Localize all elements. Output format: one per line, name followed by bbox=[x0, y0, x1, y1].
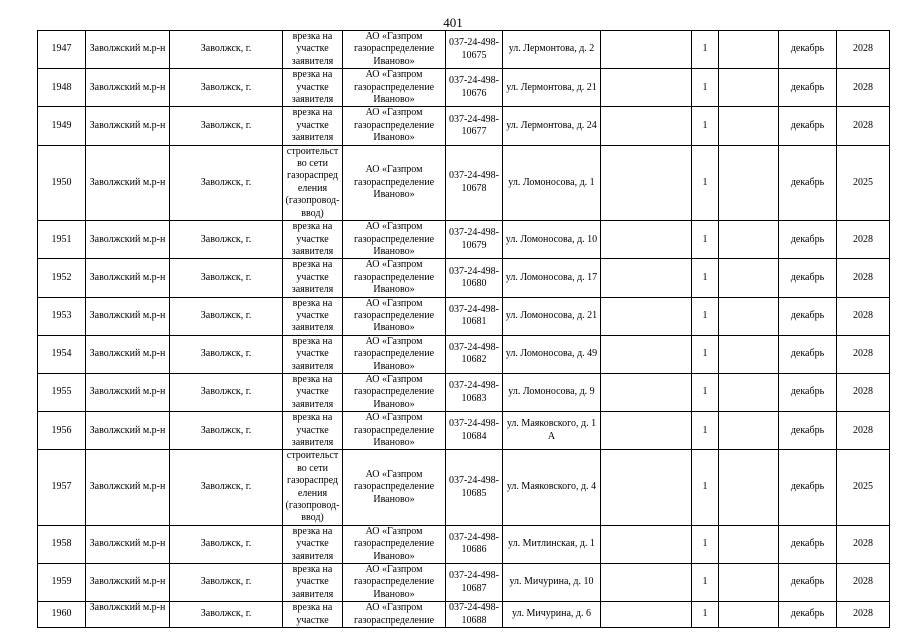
empty-cell bbox=[719, 525, 779, 563]
district-cell: Заволжский м.р-н bbox=[86, 259, 170, 297]
table-row bbox=[38, 564, 890, 602]
table-row bbox=[38, 373, 890, 411]
page-number: 401 bbox=[443, 15, 463, 30]
request-code-cell: 037-24-498-10682 bbox=[446, 335, 503, 373]
company-cell: АО «Газпром газораспределение Иваново» bbox=[343, 107, 446, 145]
connections-table bbox=[37, 30, 890, 628]
empty-cell bbox=[719, 564, 779, 602]
table-row bbox=[38, 525, 890, 563]
month-cell: декабрь bbox=[779, 221, 837, 259]
quantity-cell: 1 bbox=[692, 145, 719, 220]
empty-cell bbox=[601, 525, 692, 563]
year-cell: 2025 bbox=[837, 450, 890, 525]
quantity-cell: 1 bbox=[692, 602, 719, 628]
month-cell: декабрь bbox=[779, 69, 837, 107]
empty-cell bbox=[719, 259, 779, 297]
company-cell: АО «Газпром газораспределение Иваново» bbox=[343, 297, 446, 335]
row-number-cell: 1959 bbox=[38, 564, 86, 602]
empty-cell bbox=[719, 373, 779, 411]
request-code-cell: 037-24-498-10676 bbox=[446, 69, 503, 107]
year-cell: 2028 bbox=[837, 373, 890, 411]
table-row bbox=[38, 145, 890, 220]
quantity-cell: 1 bbox=[692, 221, 719, 259]
row-number-cell: 1960 bbox=[38, 602, 86, 628]
address-cell: ул. Ломоносова, д. 1 bbox=[503, 145, 601, 220]
district-cell: Заволжский м.р-н bbox=[86, 450, 170, 525]
company-cell: АО «Газпром газораспределение Иваново» bbox=[343, 373, 446, 411]
year-cell: 2028 bbox=[837, 31, 890, 69]
month-cell: декабрь bbox=[779, 412, 837, 450]
city-cell: Заволжск, г. bbox=[170, 373, 283, 411]
district-cell: Заволжский м.р-н bbox=[86, 373, 170, 411]
request-code-cell: 037-24-498-10688 bbox=[446, 602, 503, 628]
address-cell: ул. Ломоносова, д. 49 bbox=[503, 335, 601, 373]
year-cell: 2028 bbox=[837, 564, 890, 602]
company-cell: АО «Газпром газораспределение Иваново» bbox=[343, 335, 446, 373]
address-cell: ул. Ломоносова, д. 21 bbox=[503, 297, 601, 335]
empty-cell bbox=[601, 412, 692, 450]
month-cell: декабрь bbox=[779, 450, 837, 525]
table-row bbox=[38, 69, 890, 107]
request-code-cell: 037-24-498-10681 bbox=[446, 297, 503, 335]
quantity-cell: 1 bbox=[692, 335, 719, 373]
empty-cell bbox=[601, 564, 692, 602]
table-row bbox=[38, 107, 890, 145]
company-cell: АО «Газпром газораспределение Иваново» bbox=[343, 221, 446, 259]
work-type-cell: врезка на участке заявителя bbox=[283, 69, 343, 107]
city-cell: Заволжск, г. bbox=[170, 297, 283, 335]
empty-cell bbox=[601, 145, 692, 220]
company-cell: АО «Газпром газораспределение Иваново» bbox=[343, 412, 446, 450]
company-cell: АО «Газпром газораспределение Иваново» bbox=[343, 145, 446, 220]
district-cell: Заволжский м.р-н bbox=[86, 145, 170, 220]
year-cell: 2028 bbox=[837, 259, 890, 297]
work-type-cell: врезка на участке заявителя bbox=[283, 335, 343, 373]
company-cell: АО «Газпром газораспределение Иваново» bbox=[343, 564, 446, 602]
year-cell: 2028 bbox=[837, 602, 890, 628]
district-cell: Заволжский м.р-н bbox=[86, 31, 170, 69]
row-number-cell: 1957 bbox=[38, 450, 86, 525]
quantity-cell: 1 bbox=[692, 450, 719, 525]
address-cell: ул. Маяковского, д. 1 А bbox=[503, 412, 601, 450]
work-type-cell: врезка на участке заявителя bbox=[283, 373, 343, 411]
empty-cell bbox=[601, 69, 692, 107]
year-cell: 2028 bbox=[837, 221, 890, 259]
month-cell: декабрь bbox=[779, 564, 837, 602]
work-type-cell: строительство сети газораспределения (газопровод-ввод) bbox=[283, 450, 343, 525]
empty-cell bbox=[719, 297, 779, 335]
request-code-cell: 037-24-498-10685 bbox=[446, 450, 503, 525]
work-type-cell: врезка на участке заявителя bbox=[283, 107, 343, 145]
request-code-cell: 037-24-498-10683 bbox=[446, 373, 503, 411]
empty-cell bbox=[719, 145, 779, 220]
work-type-cell: врезка на участке заявителя bbox=[283, 564, 343, 602]
quantity-cell: 1 bbox=[692, 564, 719, 602]
quantity-cell: 1 bbox=[692, 412, 719, 450]
empty-cell bbox=[719, 69, 779, 107]
request-code-cell: 037-24-498-10677 bbox=[446, 107, 503, 145]
work-type-cell: врезка на участке заявителя bbox=[283, 31, 343, 69]
empty-cell bbox=[719, 412, 779, 450]
request-code-cell: 037-24-498-10678 bbox=[446, 145, 503, 220]
month-cell: декабрь bbox=[779, 259, 837, 297]
work-type-cell: врезка на участке заявителя bbox=[283, 221, 343, 259]
row-number-cell: 1954 bbox=[38, 335, 86, 373]
year-cell: 2028 bbox=[837, 297, 890, 335]
year-cell: 2025 bbox=[837, 145, 890, 220]
district-cell: Заволжский м.р-н bbox=[86, 335, 170, 373]
district-cell: Заволжский м.р-н bbox=[86, 107, 170, 145]
district-cell: Заволжский м.р-н bbox=[86, 297, 170, 335]
city-cell: Заволжск, г. bbox=[170, 564, 283, 602]
address-cell: ул. Митлинская, д. 1 bbox=[503, 525, 601, 563]
city-cell: Заволжск, г. bbox=[170, 412, 283, 450]
empty-cell bbox=[601, 259, 692, 297]
month-cell: декабрь bbox=[779, 602, 837, 628]
address-cell: ул. Мичурина, д. 6 bbox=[503, 602, 601, 628]
request-code-cell: 037-24-498-10675 bbox=[446, 31, 503, 69]
table-body bbox=[38, 31, 890, 628]
quantity-cell: 1 bbox=[692, 69, 719, 107]
quantity-cell: 1 bbox=[692, 525, 719, 563]
row-number-cell: 1949 bbox=[38, 107, 86, 145]
address-cell: ул. Ломоносова, д. 10 bbox=[503, 221, 601, 259]
row-number-cell: 1955 bbox=[38, 373, 86, 411]
company-cell: АО «Газпром газораспределение Иваново» bbox=[343, 525, 446, 563]
address-cell: ул. Лермонтова, д. 2 bbox=[503, 31, 601, 69]
row-number-cell: 1951 bbox=[38, 221, 86, 259]
empty-cell bbox=[601, 602, 692, 628]
empty-cell bbox=[719, 221, 779, 259]
row-number-cell: 1958 bbox=[38, 525, 86, 563]
quantity-cell: 1 bbox=[692, 373, 719, 411]
year-cell: 2028 bbox=[837, 69, 890, 107]
request-code-cell: 037-24-498-10686 bbox=[446, 525, 503, 563]
work-type-cell: врезка на участке заявителя bbox=[283, 297, 343, 335]
address-cell: ул. Мичурина, д. 10 bbox=[503, 564, 601, 602]
request-code-cell: 037-24-498-10687 bbox=[446, 564, 503, 602]
district-cell: Заволжский м.р-н bbox=[86, 69, 170, 107]
month-cell: декабрь bbox=[779, 145, 837, 220]
empty-cell bbox=[601, 335, 692, 373]
month-cell: декабрь bbox=[779, 31, 837, 69]
district-cell: Заволжский м.р-н bbox=[86, 525, 170, 563]
work-type-cell: врезка на участке bbox=[283, 602, 343, 628]
address-cell: ул. Ломоносова, д. 9 bbox=[503, 373, 601, 411]
quantity-cell: 1 bbox=[692, 259, 719, 297]
address-cell: ул. Маяковского, д. 4 bbox=[503, 450, 601, 525]
table-row bbox=[38, 450, 890, 525]
year-cell: 2028 bbox=[837, 525, 890, 563]
year-cell: 2028 bbox=[837, 412, 890, 450]
request-code-cell: 037-24-498-10679 bbox=[446, 221, 503, 259]
table-row bbox=[38, 412, 890, 450]
empty-cell bbox=[719, 31, 779, 69]
empty-cell bbox=[601, 31, 692, 69]
year-cell: 2028 bbox=[837, 107, 890, 145]
work-type-cell: врезка на участке заявителя bbox=[283, 259, 343, 297]
row-number-cell: 1956 bbox=[38, 412, 86, 450]
row-number-cell: 1947 bbox=[38, 31, 86, 69]
city-cell: Заволжск, г. bbox=[170, 69, 283, 107]
work-type-cell: врезка на участке заявителя bbox=[283, 525, 343, 563]
row-number-cell: 1948 bbox=[38, 69, 86, 107]
district-cell: Заволжский м.р-н bbox=[86, 564, 170, 602]
work-type-cell: врезка на участке заявителя bbox=[283, 412, 343, 450]
row-number-cell: 1953 bbox=[38, 297, 86, 335]
month-cell: декабрь bbox=[779, 107, 837, 145]
city-cell: Заволжск, г. bbox=[170, 602, 283, 628]
table-row bbox=[38, 221, 890, 259]
city-cell: Заволжск, г. bbox=[170, 525, 283, 563]
table-row bbox=[38, 259, 890, 297]
quantity-cell: 1 bbox=[692, 31, 719, 69]
empty-cell bbox=[601, 107, 692, 145]
city-cell: Заволжск, г. bbox=[170, 31, 283, 69]
address-cell: ул. Ломоносова, д. 17 bbox=[503, 259, 601, 297]
empty-cell bbox=[719, 450, 779, 525]
empty-cell bbox=[601, 373, 692, 411]
company-cell: АО «Газпром газораспределение Иваново» bbox=[343, 259, 446, 297]
district-cell: Заволжский м.р-н bbox=[86, 221, 170, 259]
company-cell: АО «Газпром газораспределение Иваново» bbox=[343, 31, 446, 69]
row-number-cell: 1952 bbox=[38, 259, 86, 297]
quantity-cell: 1 bbox=[692, 297, 719, 335]
company-cell: АО «Газпром газораспределение Иваново» bbox=[343, 69, 446, 107]
company-cell: АО «Газпром газораспределение bbox=[343, 602, 446, 628]
request-code-cell: 037-24-498-10680 bbox=[446, 259, 503, 297]
empty-cell bbox=[601, 221, 692, 259]
empty-cell bbox=[719, 335, 779, 373]
month-cell: декабрь bbox=[779, 297, 837, 335]
table-row bbox=[38, 297, 890, 335]
month-cell: декабрь bbox=[779, 525, 837, 563]
request-code-cell: 037-24-498-10684 bbox=[446, 412, 503, 450]
empty-cell bbox=[719, 107, 779, 145]
address-cell: ул. Лермонтова, д. 24 bbox=[503, 107, 601, 145]
work-type-cell: строительство сети газораспределения (газопровод-ввод) bbox=[283, 145, 343, 220]
month-cell: декабрь bbox=[779, 373, 837, 411]
empty-cell bbox=[601, 450, 692, 525]
city-cell: Заволжск, г. bbox=[170, 221, 283, 259]
city-cell: Заволжск, г. bbox=[170, 145, 283, 220]
table-row bbox=[38, 335, 890, 373]
empty-cell bbox=[601, 297, 692, 335]
empty-cell bbox=[719, 602, 779, 628]
district-cell: Заволжский м.р-н bbox=[86, 602, 170, 628]
quantity-cell: 1 bbox=[692, 107, 719, 145]
row-number-cell: 1950 bbox=[38, 145, 86, 220]
company-cell: АО «Газпром газораспределение Иваново» bbox=[343, 450, 446, 525]
table-row bbox=[38, 602, 890, 628]
district-cell: Заволжский м.р-н bbox=[86, 412, 170, 450]
month-cell: декабрь bbox=[779, 335, 837, 373]
city-cell: Заволжск, г. bbox=[170, 335, 283, 373]
address-cell: ул. Лермонтова, д. 21 bbox=[503, 69, 601, 107]
year-cell: 2028 bbox=[837, 335, 890, 373]
city-cell: Заволжск, г. bbox=[170, 259, 283, 297]
city-cell: Заволжск, г. bbox=[170, 450, 283, 525]
table-row bbox=[38, 31, 890, 69]
city-cell: Заволжск, г. bbox=[170, 107, 283, 145]
